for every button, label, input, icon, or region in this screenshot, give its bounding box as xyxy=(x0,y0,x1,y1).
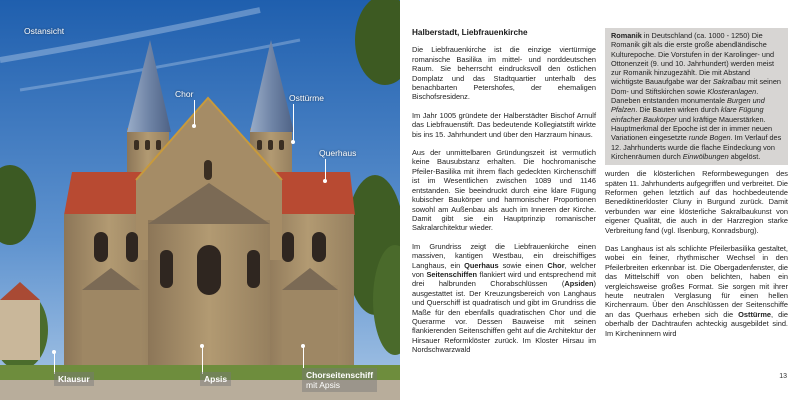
paragraph-history: Im Jahr 1005 gründete der Halberstädter Bischof Arnulf das Liebfrauenstift. Das bedeutende Kollegiatstift wirkte bis ins 15. Jahrhundert und über den Harzraum hinaus. xyxy=(412,110,596,139)
label-chorseitenschiff: Chorseitenschiff mit Apsis xyxy=(302,368,377,392)
pointer-osttuerme xyxy=(293,104,294,142)
apse xyxy=(148,220,270,375)
infobox-romanik: Romanik in Deutschland (ca. 1000 - 1250) Die Romanik gilt als die erste große abendländische Kulturepoche. Die Vorstufen in der Karolinger- und Ottonenzeit (9. und 10. Jahrhundert) werden meist zur Romanik hinzugezählt. Die mit Abstand wichtigste Bauaufgabe war der Sakralbau mit seinen Dom- und Stiftskirchen sowie Klosteranlagen. Daneben entstanden monumentale Burgen und Pfalzen. Die Bauten wirken durch klare Fügung einfacher Baukörper und kräftige Mauerstärken. Hauptmerkmal der Epoche ist der in immer neuen Variationen eingesetzte runde Bogen. Im Verlauf des 12. Jahrhunderts wurde die flache Eindeckung von Kirchenräumen durch Einwölbungen abgelöst. xyxy=(605,28,788,165)
paragraph-intro: Die Liebfrauenkirche ist die einzige viertürmige romanische Basilika im mittel- und norddeutschen Raum. Sie beherrscht eindrucksvoll den östlichen Domplatz und das Stadtquartier unterhalb des benachbarten Petershofes, der ehemaligen Bischofsresidenz. xyxy=(412,45,596,102)
paragraph-basilica: Aus der unmittelbaren Gründungszeit ist vermutlich keine Bausubstanz erhalten. Die hochromanische Pfeiler-Basilika mit ihrem flach gedeckten Kirchenschiff ist im Wesentlichen zwischen 1089 und 1146 entstanden. Sie beeindruckt durch eine klare Fügung kubischer Baukörper und harmonischer Proportionen sowohl am Außenbau als auch im Inneren der Kirche. Damit gibt sie ein Hauptprinzip romanischer Sakralarchitektur wieder. xyxy=(412,148,596,233)
page-number: 13 xyxy=(779,373,787,380)
side-apse-right xyxy=(282,285,338,373)
pointer-apsis xyxy=(202,346,203,374)
paragraph-langhaus: Das Langhaus ist als schlichte Pfeilerbasilika gestaltet, wobei ein feiner, rhythmischer Wechsel in den Pfeilerbreiten erkennbar ist. Die Obergadenfenster, die das Mittelschiff von oben belichten, haben ein vergleichsweise großes Format. Sie sorgen mit ihrer heute neutralen Verglasung für einen hellen Kirchenraum. Über den Anschlüssen der Seitenschiffe an das Querhaus erheben sich die Osttürme, die oberhalb der Dachtraufen achteckig ausgebildet sind. Im Kircheninnern wird xyxy=(605,244,788,338)
side-apse-left xyxy=(82,285,140,373)
house-left xyxy=(0,300,40,360)
label-ostansicht: Ostansicht xyxy=(24,26,65,36)
apse-window xyxy=(197,245,221,295)
text-column-left xyxy=(412,28,596,364)
paragraph-reform: wurden die klösterlichen Reformbewegungen des späten 11. Jahrhunderts aufgegriffen und verbreitet. Die Reformen gehen letztlich auf das hochbedeutende Benediktinerkloster Cluny in Burgund zurück. Damit verbunden war eine klösterliche Sakralbaukunst von eigener Qualität, die auch in der Harzregion starke Verbreitung fand (vgl. Ilsenburg, Konradsburg). xyxy=(605,169,788,235)
text-column-right xyxy=(605,28,788,347)
pointer-querhaus xyxy=(325,159,326,181)
pointer-klausur xyxy=(54,352,55,374)
label-chor: Chor xyxy=(175,89,194,99)
pointer-chorseitenschiff xyxy=(303,346,304,368)
page-heading: Halberstadt, Liebfrauenkirche xyxy=(412,28,528,37)
roof-right xyxy=(270,172,355,215)
pointer-chor xyxy=(194,100,195,126)
label-apsis: Apsis xyxy=(200,372,231,386)
label-querhaus: Querhaus xyxy=(319,148,357,158)
text-page xyxy=(400,0,800,400)
label-klausur: Klausur xyxy=(54,372,94,386)
choir-window xyxy=(204,160,212,180)
label-osttuerme: Osttürme xyxy=(289,93,324,103)
paragraph-floorplan: Im Grundriss zeigt die Liebfrauenkirche einen massiven, kantigen Westbau, ein dreischiffiges Langhaus, ein Querhaus sowie einen Chor, welcher von Seitenschiffen flankiert wird und entsprechend mit drei halbrunden Chorabschlüssen (Apsiden) ausgestattet ist. Der Kreuzungsbereich von Langhaus und Querschiff ist quadratisch und gibt im Grundriss die Maße für den ebenfalls quadratischen Chor und die Querarme vor. Dessen Bauweise mit seinen flankierenden Seitenschiffen geht auf die Architektur der Hirsauer Reformklöster zurück. Im Kloster Hirsau im Nordschwarzwald xyxy=(412,241,596,355)
